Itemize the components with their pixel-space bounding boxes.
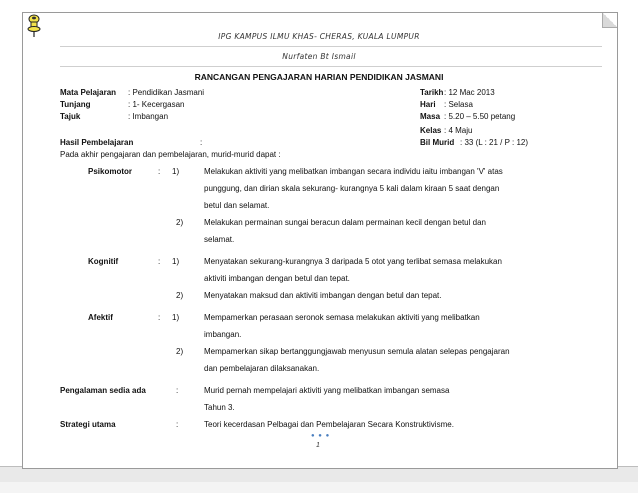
tarikh-value: : 12 Mac 2013 xyxy=(444,88,495,97)
page-dots-ornament: ● ● ● xyxy=(311,433,331,439)
afektif-1-line-1: Mempamerkan perasaan seronok semasa melakukan aktiviti yang melibatkan xyxy=(204,313,480,322)
tunjang-label: Tunjang xyxy=(60,100,91,109)
header-divider-2 xyxy=(60,66,602,67)
hari-label: Hari xyxy=(420,100,436,109)
afektif-colon: : xyxy=(158,313,161,322)
strategi-line-1: Teori kecerdasan Pelbagai dan Pembelajaran Secara Konstruktivisme. xyxy=(204,420,454,429)
page-shadow-lower xyxy=(0,482,638,493)
bil-murid-value: : 33 (L : 21 / P : 12) xyxy=(460,138,529,147)
psikomotor-label: Psikomotor xyxy=(88,167,133,176)
mata-pelajaran-value: : Pendidikan Jasmani xyxy=(128,88,205,97)
hasil-colon: : xyxy=(200,138,203,147)
afektif-1-line-2: imbangan. xyxy=(204,330,242,339)
tajuk-value: : Imbangan xyxy=(128,112,169,121)
psikomotor-1-line-1: Melakukan aktiviti yang melibatkan imbangan secara individu iaitu imbangan 'V' atas xyxy=(204,167,503,176)
hasil-intro: Pada akhir pengajaran dan pembelajaran, murid-murid dapat : xyxy=(60,150,281,159)
afektif-label: Afektif xyxy=(88,313,113,322)
pengalaman-line-2: Tahun 3. xyxy=(204,403,235,412)
kognitif-2-line-1: Menyatakan maksud dan aktiviti imbangan dengan betul dan tepat. xyxy=(204,291,442,300)
pengalaman-label: Pengalaman sedia ada xyxy=(60,386,146,395)
kelas-value: : 4 Maju xyxy=(444,126,473,135)
tarikh-label: Tarikh xyxy=(420,88,444,97)
bil-murid-label: Bil Murid xyxy=(420,138,455,147)
kognitif-num-1: 1) xyxy=(172,257,180,266)
hasil-pembelajaran-label: Hasil Pembelajaran xyxy=(60,138,134,147)
tunjang-value: : 1- Kecergasan xyxy=(128,100,185,109)
psikomotor-num-1: 1) xyxy=(172,167,180,176)
kognitif-num-2: 2) xyxy=(176,291,184,300)
afektif-2-line-2: dan pembelajaran dilaksanakan. xyxy=(204,364,320,373)
document-title: RANCANGAN PENGAJARAN HARIAN PENDIDIKAN JASMANI xyxy=(194,72,444,82)
psikomotor-colon: : xyxy=(158,167,161,176)
institution-header: IPG KAMPUS ILMU KHAS- CHERAS, KUALA LUMPUR xyxy=(218,32,420,41)
psikomotor-1-line-2: punggung, dan dirian skala sekurang- kurangnya 5 kali dalam kiraan 5 saat dengan xyxy=(204,184,500,193)
afektif-num-2: 2) xyxy=(176,347,184,356)
page-number: 1 xyxy=(316,442,320,449)
mata-pelajaran-label: Mata Pelajaran xyxy=(60,88,117,97)
pengalaman-colon: : xyxy=(176,386,179,395)
psikomotor-1-line-3: betul dan selamat. xyxy=(204,201,270,210)
kelas-label: Kelas xyxy=(420,126,442,135)
page-corner-fold xyxy=(602,13,617,28)
afektif-2-line-1: Mempamerkan sikap bertanggungjawab menyusun semula alatan selepas pengajaran xyxy=(204,347,510,356)
strategi-colon: : xyxy=(176,420,179,429)
hari-value: : Selasa xyxy=(444,100,473,109)
masa-label: Masa xyxy=(420,112,441,121)
pengalaman-line-1: Murid pernah mempelajari aktiviti yang melibatkan imbangan semasa xyxy=(204,386,450,395)
masa-value: : 5.20 – 5.50 petang xyxy=(444,112,516,121)
author-header: Nurfaten Bt Ismail xyxy=(282,52,356,61)
psikomotor-num-2: 2) xyxy=(176,218,184,227)
kognitif-colon: : xyxy=(158,257,161,266)
kognitif-1-line-1: Menyatakan sekurang-kurangnya 3 daripada 5 otot yang terlibat semasa melakukan xyxy=(204,257,502,266)
kognitif-label: Kognitif xyxy=(88,257,119,266)
psikomotor-2-line-2: selamat. xyxy=(204,235,235,244)
psikomotor-2-line-1: Melakukan permainan sungai beracun dalam permainan kecil dengan betul dan xyxy=(204,218,486,227)
strategi-label: Strategi utama xyxy=(60,420,116,429)
header-divider xyxy=(60,46,602,47)
afektif-num-1: 1) xyxy=(172,313,180,322)
kognitif-1-line-2: aktiviti imbangan dengan betul dan tepat. xyxy=(204,274,350,283)
tajuk-label: Tajuk xyxy=(60,112,81,121)
